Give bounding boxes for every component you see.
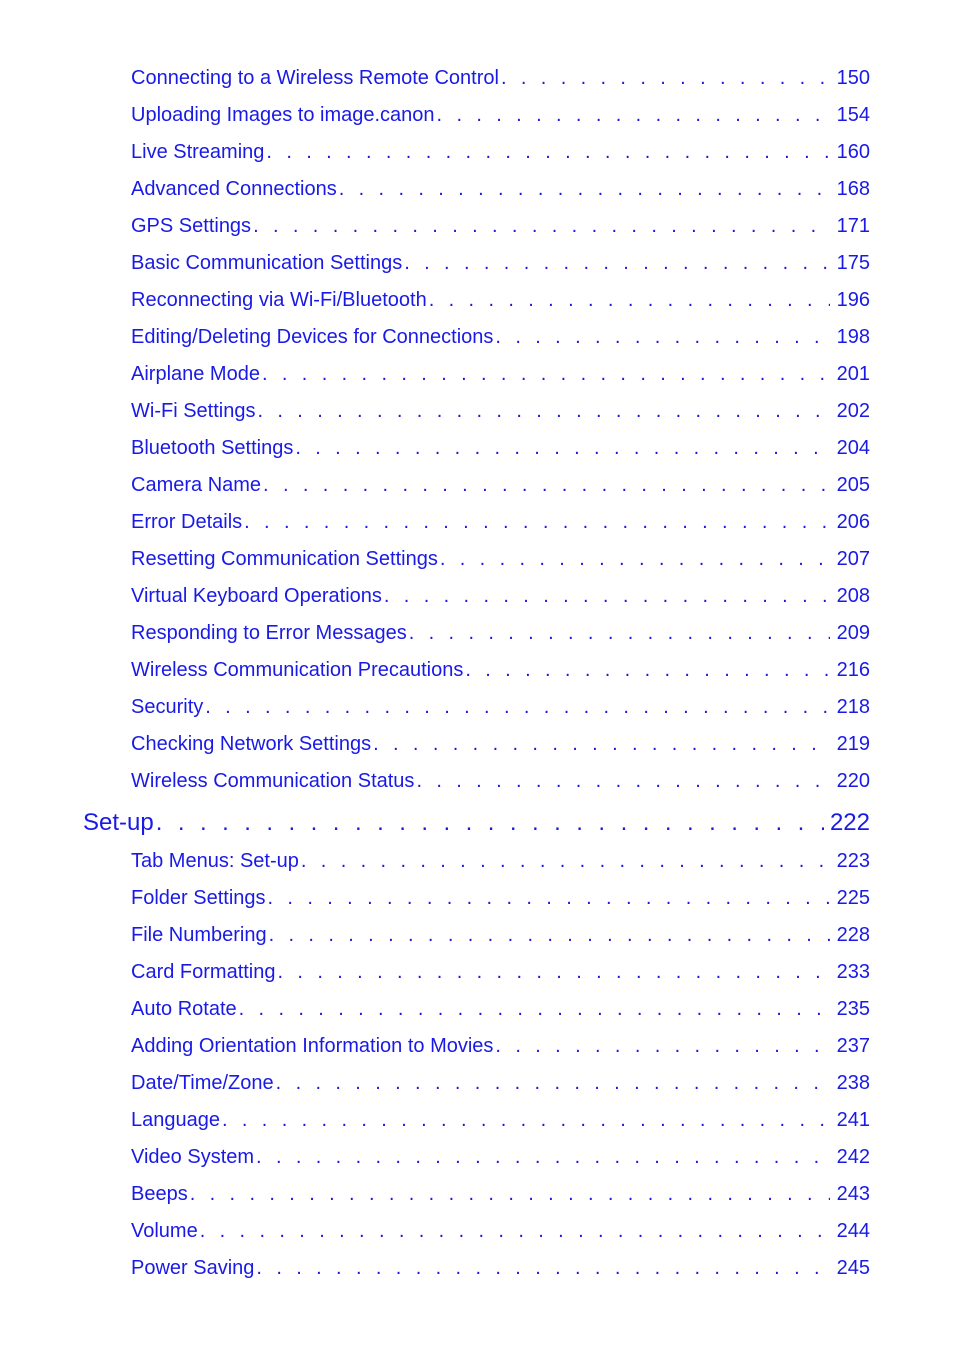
toc-entry-page-number: 228 (836, 924, 870, 946)
toc-entry-title: Live Streaming (131, 141, 265, 163)
toc-entry[interactable] (131, 1069, 870, 1097)
toc-entry[interactable] (131, 767, 870, 795)
toc-entry-page-number: 242 (836, 1146, 870, 1168)
toc-entry-page-number: 237 (836, 1035, 870, 1057)
dot-leader (373, 730, 830, 758)
dot-leader (409, 619, 830, 647)
dot-leader (276, 1069, 830, 1097)
toc-entry-title: Adding Orientation Information to Movies (131, 1035, 494, 1057)
toc-entry-page-number: 204 (836, 437, 870, 459)
dot-leader (429, 286, 830, 314)
dot-leader (465, 656, 830, 684)
toc-entry-title: Error Details (131, 511, 243, 533)
toc-entry[interactable] (131, 1254, 870, 1282)
toc-entry[interactable] (131, 101, 870, 129)
toc-entry-title: Reconnecting via Wi-Fi/Bluetooth (131, 289, 427, 311)
dot-leader (501, 64, 830, 92)
dot-leader (295, 434, 830, 462)
dot-leader (384, 582, 830, 610)
toc-entry[interactable] (131, 847, 870, 875)
toc-entry[interactable] (131, 884, 870, 912)
toc-entry-page-number: 238 (836, 1072, 870, 1094)
toc-entry[interactable] (131, 286, 870, 314)
toc-entry-title: Basic Communication Settings (131, 252, 403, 274)
toc-entry-title: Video System (131, 1146, 255, 1168)
dot-leader (404, 249, 830, 277)
dot-leader (190, 1180, 830, 1208)
toc-entry-page-number: 223 (836, 850, 870, 872)
dot-leader (263, 471, 830, 499)
toc-entry[interactable] (131, 360, 870, 388)
dot-leader (440, 545, 830, 573)
toc-entry[interactable] (131, 1217, 870, 1245)
toc-entry-title: Uploading Images to image.canon (131, 104, 435, 126)
toc-entry[interactable] (131, 397, 870, 425)
toc-entry-title: Responding to Error Messages (131, 622, 407, 644)
toc-entry-title: Card Formatting (131, 961, 276, 983)
dot-leader (495, 1032, 830, 1060)
toc-entry-title: Advanced Connections (131, 178, 337, 200)
toc-entry-title: Camera Name (131, 474, 262, 496)
toc-entry-title: Wireless Communication Status (131, 770, 415, 792)
dot-leader (257, 397, 830, 425)
dot-leader (339, 175, 830, 203)
toc-entry[interactable] (131, 921, 870, 949)
toc-entry-title: Security (131, 696, 204, 718)
dot-leader (437, 101, 830, 129)
toc-entry[interactable] (131, 995, 870, 1023)
dot-leader (200, 1217, 830, 1245)
toc-entry[interactable] (131, 434, 870, 462)
toc-entry-page-number: 244 (836, 1220, 870, 1242)
toc-entry-page-number: 219 (836, 733, 870, 755)
toc-entry-title: GPS Settings (131, 215, 252, 237)
toc-entry-title: Virtual Keyboard Operations (131, 585, 382, 607)
toc-entry-title: Volume (131, 1220, 198, 1242)
toc-entry[interactable] (131, 958, 870, 986)
toc-entry-page-number: 208 (836, 585, 870, 607)
dot-leader (416, 767, 830, 795)
toc-entry[interactable] (131, 212, 870, 240)
toc-entry-page-number: 202 (836, 400, 870, 422)
dot-leader (301, 847, 830, 875)
toc-entry-title: Bluetooth Settings (131, 437, 294, 459)
toc-section-entry[interactable] (83, 807, 870, 839)
toc-entry-title: Airplane Mode (131, 363, 260, 385)
toc-entry-page-number: 233 (836, 961, 870, 983)
toc-entry[interactable] (131, 1106, 870, 1134)
toc-entry-title: Wireless Communication Precautions (131, 659, 464, 681)
toc-entry[interactable] (131, 64, 870, 92)
toc-entry-page-number: 206 (836, 511, 870, 533)
toc-entry-title: File Numbering (131, 924, 267, 946)
toc-entry[interactable] (131, 175, 870, 203)
toc-entry[interactable] (131, 249, 870, 277)
toc-entry-page-number: 154 (836, 104, 870, 126)
toc-entry[interactable] (131, 471, 870, 499)
dot-leader (239, 995, 830, 1023)
toc-entry-page-number: 201 (836, 363, 870, 385)
toc-entry-page-number: 241 (836, 1109, 870, 1131)
toc-entry-title: Folder Settings (131, 887, 266, 909)
toc-entry-page-number: 235 (836, 998, 870, 1020)
toc-entry[interactable] (131, 545, 870, 573)
toc-entry[interactable] (131, 323, 870, 351)
toc-entry-page-number: 222 (829, 809, 870, 836)
toc-entry-title: Tab Menus: Set-up (131, 850, 299, 872)
dot-leader (156, 807, 824, 839)
dot-leader (256, 1143, 830, 1171)
dot-leader (222, 1106, 830, 1134)
toc-entry-page-number: 225 (836, 887, 870, 909)
toc-entry-title: Auto Rotate (131, 998, 237, 1020)
toc-entry-page-number: 207 (836, 548, 870, 570)
dot-leader (253, 212, 830, 240)
dot-leader (278, 958, 831, 986)
toc-entry-page-number: 216 (836, 659, 870, 681)
dot-leader (268, 884, 830, 912)
toc-entry-title: Wi-Fi Settings (131, 400, 256, 422)
dot-leader (269, 921, 830, 949)
toc-entry[interactable] (131, 582, 870, 610)
toc-entry-title: Resetting Communication Settings (131, 548, 438, 570)
toc-entry[interactable] (131, 508, 870, 536)
dot-leader (266, 138, 830, 166)
toc-entry-title: Date/Time/Zone (131, 1072, 274, 1094)
dot-leader (256, 1254, 830, 1282)
toc-entry-page-number: 205 (836, 474, 870, 496)
toc-entry-page-number: 220 (836, 770, 870, 792)
toc-entry-page-number: 171 (836, 215, 870, 237)
dot-leader (205, 693, 830, 721)
toc-entry-page-number: 160 (836, 141, 870, 163)
toc-entry[interactable] (131, 730, 870, 758)
toc-entry-title: Editing/Deleting Devices for Connections (131, 326, 494, 348)
toc-entry[interactable] (131, 1143, 870, 1171)
dot-leader (495, 323, 830, 351)
dot-leader (262, 360, 830, 388)
toc-entry-page-number: 245 (836, 1257, 870, 1279)
toc-entry-title: Checking Network Settings (131, 733, 372, 755)
toc-entry-page-number: 168 (836, 178, 870, 200)
toc-entry-title: Beeps (131, 1183, 188, 1205)
toc-entry[interactable] (131, 138, 870, 166)
toc-entry-title: Connecting to a Wireless Remote Control (131, 67, 499, 89)
toc-entry-page-number: 196 (836, 289, 870, 311)
toc-entry[interactable] (131, 1180, 870, 1208)
toc-entry[interactable] (131, 656, 870, 684)
dot-leader (244, 508, 830, 536)
toc-entry[interactable] (131, 619, 870, 647)
toc-entry-page-number: 209 (836, 622, 870, 644)
toc-entry[interactable] (131, 1032, 870, 1060)
toc-entry-page-number: 243 (836, 1183, 870, 1205)
toc-entry[interactable] (131, 693, 870, 721)
toc-entry-page-number: 198 (836, 326, 870, 348)
toc-entry-page-number: 150 (836, 67, 870, 89)
toc-entry-title: Language (131, 1109, 220, 1131)
toc-entry-title: Set-up (83, 809, 154, 836)
toc-entry-page-number: 175 (836, 252, 870, 274)
toc-entry-title: Power Saving (131, 1257, 255, 1279)
toc-entry-page-number: 218 (836, 696, 870, 718)
